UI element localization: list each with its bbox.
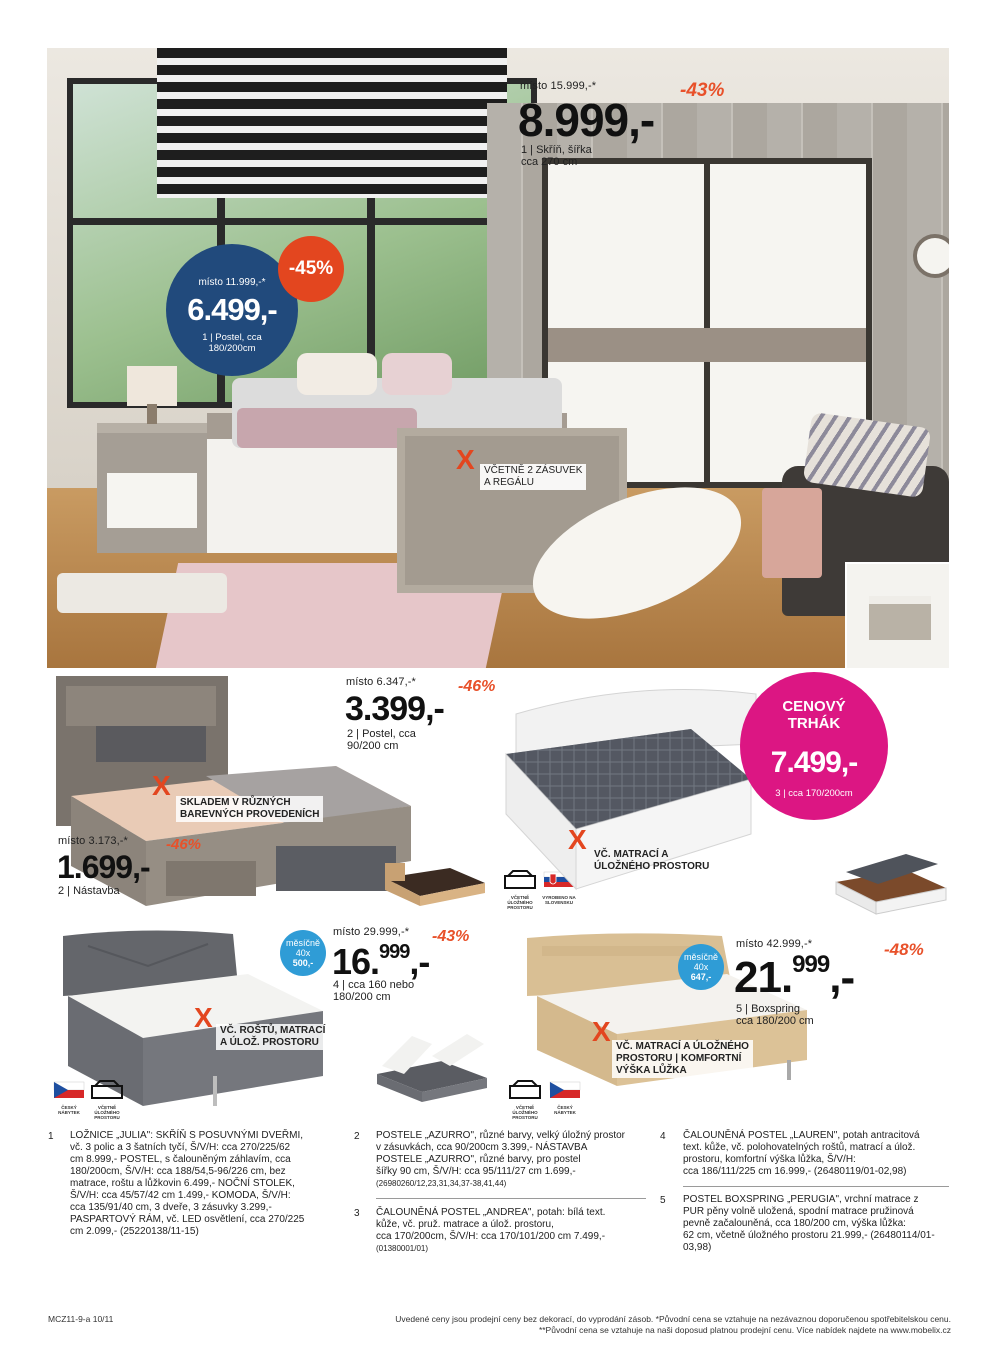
nightstand-drawer (107, 473, 197, 528)
lauren-callout-line1: VČ. ROŠTŮ, MATRACÍ (220, 1025, 326, 1036)
perugia-callout-line2: PROSTORU | KOMFORTNÍ (616, 1053, 742, 1064)
perugia-desc-line1: 5 | Boxspring (736, 1003, 801, 1015)
note-line: PASPARTOVÝ RÁM, vč. LED osvětlení, cca 270/225 (70, 1214, 305, 1225)
note-line: text. kůže, vč. polohovatelných roštů, matrací a úlož. (683, 1142, 916, 1153)
perugia-callout-line1: VČ. MATRACÍ A ÚLOŽNÉHO (616, 1041, 749, 1052)
lauren-price-sup: 999 (379, 941, 410, 963)
note-line: cm 2.099,- (25220138/11-15) (70, 1226, 199, 1237)
note-line: 62 cm, včetně úložného prostoru 21.999,- (26480114/01- (683, 1230, 935, 1241)
badge-text: ÚLOŽNÉHO (507, 900, 533, 905)
addon-discount: -46% (166, 836, 202, 853)
note-divider (683, 1186, 949, 1187)
x-mark-icon: X (568, 824, 587, 855)
note-perugia (683, 1194, 953, 1254)
azurro-discount: -46% (458, 678, 496, 695)
storage-badge (90, 1080, 124, 1120)
dresser (869, 596, 931, 640)
note-line: cca 186/111/225 cm 16.999,- (26480119/01-02,98) (683, 1166, 907, 1177)
andrea-callout-line1: VČ. MATRACÍ A (594, 849, 669, 860)
wardrobe-wood-band (548, 328, 866, 362)
perugia-discount: -48% (884, 940, 924, 959)
note-line: v zásuvkách, cca 90/200cm 3.399,- NÁSTAVBA (376, 1142, 588, 1153)
addon-small-bed-image (380, 858, 490, 908)
note-number: 3 (354, 1208, 360, 1219)
azurro-callout (176, 796, 323, 822)
hero-bedroom-photo (47, 48, 949, 668)
azurro-desc-line1: 2 | Postel, cca (347, 728, 416, 740)
note-line: POSTEL BOXSPRING „PERUGIA", vrchní matrace z (683, 1194, 919, 1205)
addon-price: 1.699,- (57, 849, 150, 885)
monthly-amount: 647,- (690, 972, 712, 982)
perugia-was-price: místo 42.999,-* (736, 938, 813, 950)
perugia-price (734, 953, 854, 1000)
chair-throw (762, 488, 822, 578)
storage-icon (90, 1080, 124, 1100)
lauren-price (332, 942, 429, 980)
lamp-base (147, 404, 157, 424)
price-hit-line2: TRHÁK (787, 715, 841, 732)
note-line: ČALOUNĚNÁ POSTEL „ANDREA", potah: bílá text. (376, 1207, 606, 1218)
azurro-price: 3.399,- (345, 690, 444, 728)
perugia-desc-line2: cca 180/200 cm (736, 1015, 814, 1027)
bed-desc-line1: 1 | Postel, cca (202, 332, 262, 343)
monthly-label: měsíčně (285, 938, 320, 948)
badge-text: NÁBYTEK (554, 1110, 576, 1115)
badge-text: VČETNĚ (510, 895, 530, 900)
lauren-price-main: 16. (332, 941, 380, 982)
bed-discount-circle: -45% (278, 236, 344, 302)
note-number: 4 (660, 1131, 666, 1142)
x-mark-icon: X (456, 444, 475, 475)
wardrobe-was-price: místo 15.999,-* (520, 80, 597, 92)
badge-text: ÚLOŽNÉHO (512, 1110, 538, 1115)
note-andrea (376, 1207, 646, 1255)
lauren-discount: -43% (432, 928, 470, 945)
badge-text: NÁBYTEK (58, 1110, 80, 1115)
monthly-amount: 500,- (292, 958, 314, 968)
badge-text: PROSTORU (94, 1115, 120, 1120)
badge-text: ČESKÝ (61, 1105, 77, 1110)
note-lauren (683, 1130, 953, 1178)
note-line: cca 170/200cm, Š/V/H: cca 170/101/200 cm 7.499,- (376, 1231, 606, 1242)
note-line: kůže, vč. pruž. matrace a úlož. prostoru, (376, 1219, 554, 1230)
note-line: (26980260/12,23,31,34,37-38,41,44) (376, 1179, 507, 1188)
storage-badge (508, 1080, 542, 1120)
bed-throw (237, 408, 417, 448)
bed-price: 6.499,- (187, 292, 277, 327)
monthly-count: 40x (295, 948, 311, 958)
window-transom (67, 218, 537, 225)
note-azurro (376, 1130, 646, 1190)
x-mark-icon: X (592, 1016, 611, 1047)
wardrobe-price: 8.999,- (518, 94, 655, 146)
wall-clock-icon (913, 234, 949, 278)
note-julia (70, 1130, 340, 1238)
note-divider (376, 1198, 646, 1199)
note-line: POSTELE „AZURRO", různé barvy, velký úložný prostor (376, 1130, 625, 1141)
note-line: prostoru, komfortní výška lůžka, Š/V/H: (683, 1154, 856, 1165)
coffee-table (57, 573, 227, 613)
bed-was-price: místo 11.999,-* (198, 277, 266, 288)
andrea-price: 7.499,- (770, 746, 858, 779)
wardrobe-discount: -43% (680, 80, 725, 101)
perugia-callout (612, 1040, 753, 1078)
czech-flag-icon (52, 1080, 86, 1100)
note-line: vč. 3 polic a 3 šatních tyčí, Š/V/H: cca 270/225/62 (70, 1142, 291, 1153)
monthly-count: 40x (693, 962, 709, 972)
pillow (297, 353, 377, 395)
perugia-price-main: 21. (734, 953, 793, 1002)
small-bed-icon (380, 858, 490, 908)
andrea-storage-image (826, 850, 952, 918)
price-hit-line1: CENOVÝ (782, 698, 846, 715)
perugia-price-sup: 999 (792, 951, 830, 978)
note-line: cm 8.999,- POSTEL, s čalouněným záhlavím, cca (70, 1154, 291, 1165)
lamp-shade (127, 366, 177, 406)
badge-text: VČETNĚ (97, 1105, 117, 1110)
czech-furniture-badge (52, 1080, 86, 1114)
note-line: PUR pěny volně uložená, spodní matrace pružinová (683, 1206, 914, 1217)
andrea-callout (590, 848, 713, 874)
badge-text: PROSTORU (507, 905, 533, 910)
footer-disclaimer (251, 1314, 951, 1336)
azurro-callout-line2: BAREVNÝCH PROVEDENÍCH (180, 809, 320, 820)
lauren-desc-line2: 180/200 cm (333, 991, 391, 1003)
lauren-storage-image (372, 1026, 492, 1104)
wardrobe-desc-line2: cca 270 cm (521, 156, 578, 168)
lauren-monthly-circle (280, 930, 326, 976)
note-line: 03,98) (683, 1242, 712, 1253)
azurro-was-price: místo 6.347,-* (346, 676, 416, 688)
badge-text: ČESKÝ (557, 1105, 573, 1110)
perugia-callout-line3: VÝŠKA LŮŽKA (616, 1065, 687, 1076)
azurro-callout-line1: SKLADEM V RŮZNÝCH (180, 797, 291, 808)
czech-flag-icon (548, 1080, 582, 1100)
note-line: 180/200cm, Š/V/H: cca 188/54,5-96/226 cm, bez (70, 1166, 286, 1177)
badge-text: VČETNĚ (515, 1105, 535, 1110)
note-number: 5 (660, 1195, 666, 1206)
lauren-callout (216, 1024, 329, 1050)
note-line: ČALOUNĚNÁ POSTEL „LAUREN", potah antracitová (683, 1130, 920, 1141)
note-line: Š/V/H: cca 45/57/42 cm 1.499,- KOMODA, Š/V/H: (70, 1190, 291, 1201)
andrea-callout-line2: ÚLOŽNÉHO PROSTORU (594, 861, 710, 872)
note-number: 2 (354, 1131, 360, 1142)
note-line: cca 135/91/40 cm, 3 dveře, 3 zásuvky 3.299,- (70, 1202, 272, 1213)
catalog-code: MCZ11-9-a 10/11 (48, 1314, 114, 1324)
wardrobe-desc-line1: 1 | Skříň, šířka (521, 144, 592, 156)
czech-furniture-badge (548, 1080, 582, 1114)
lauren-was-price: místo 29.999,-* (333, 926, 410, 938)
note-line: POSTELE „AZURRO", různé barvy, pro postel (376, 1154, 581, 1165)
hero-callout (480, 464, 586, 490)
footer-line2: **Původní cena se vztahuje na naši doposud platnou prodejní cenu. Více nabídek najdete na www.mobelix.cz (538, 1325, 951, 1335)
badge-text: PROSTORU (512, 1115, 538, 1120)
note-number: 1 (48, 1131, 54, 1142)
badge-text: VYROBENO NA (542, 895, 576, 900)
x-mark-icon: X (152, 770, 171, 801)
bed-desc-line2: 180/200cm (208, 343, 256, 354)
hero-callout-line1: VČETNĚ 2 ZÁSUVEK (484, 465, 583, 476)
lauren-price-end: ,- (409, 941, 430, 982)
storage-icon (508, 1080, 542, 1100)
note-line: pevně začalouněná, cca 180/200 cm, výška lůžka: (683, 1218, 906, 1229)
andrea-label: 3 | cca 170/200cm (775, 788, 853, 799)
perugia-price-end: ,- (829, 953, 855, 1002)
addon-was-price: místo 3.173,-* (58, 835, 128, 847)
azurro-desc-line2: 90/200 cm (347, 740, 399, 752)
note-line: (01380001/01) (376, 1244, 429, 1253)
note-line: LOŽNICE „JULIA": SKŘÍŇ S POSUVNÝMI DVEŘMI, (70, 1130, 304, 1141)
badge-text: ÚLOŽNÉHO (94, 1110, 120, 1115)
perugia-monthly-circle (678, 944, 724, 990)
price-hit-circle (740, 672, 888, 820)
monthly-label: měsíčně (683, 952, 718, 962)
footer-line1: Uvedené ceny jsou prodejní ceny bez dekorací, do vyprodání zásob. *Původní cena se vztahuje na nezávaznou doporučenou spotřebitelskou cenu. (395, 1314, 951, 1324)
lauren-desc-line1: 4 | cca 160 nebo (333, 979, 415, 991)
open-storage-bed-icon (826, 850, 952, 918)
lauren-callout-line2: A ÚLOŽ. PROSTORU (220, 1037, 319, 1048)
badge-text: SLOVENSKU (544, 900, 573, 905)
addon-label: 2 | Nástavba (58, 885, 120, 897)
note-line: matrace, roštu a lůžkovin 6.499,- NOČNÍ STOLEK, (70, 1178, 295, 1189)
open-storage-bed-icon (372, 1026, 492, 1104)
note-line: šířky 90 cm, Š/V/H: cca 95/111/27 cm 1.699,- (376, 1166, 576, 1177)
window-blinds (157, 48, 507, 198)
hero-callout-line2: A REGÁLU (484, 477, 535, 488)
x-mark-icon: X (194, 1002, 213, 1033)
pillow (382, 353, 452, 395)
